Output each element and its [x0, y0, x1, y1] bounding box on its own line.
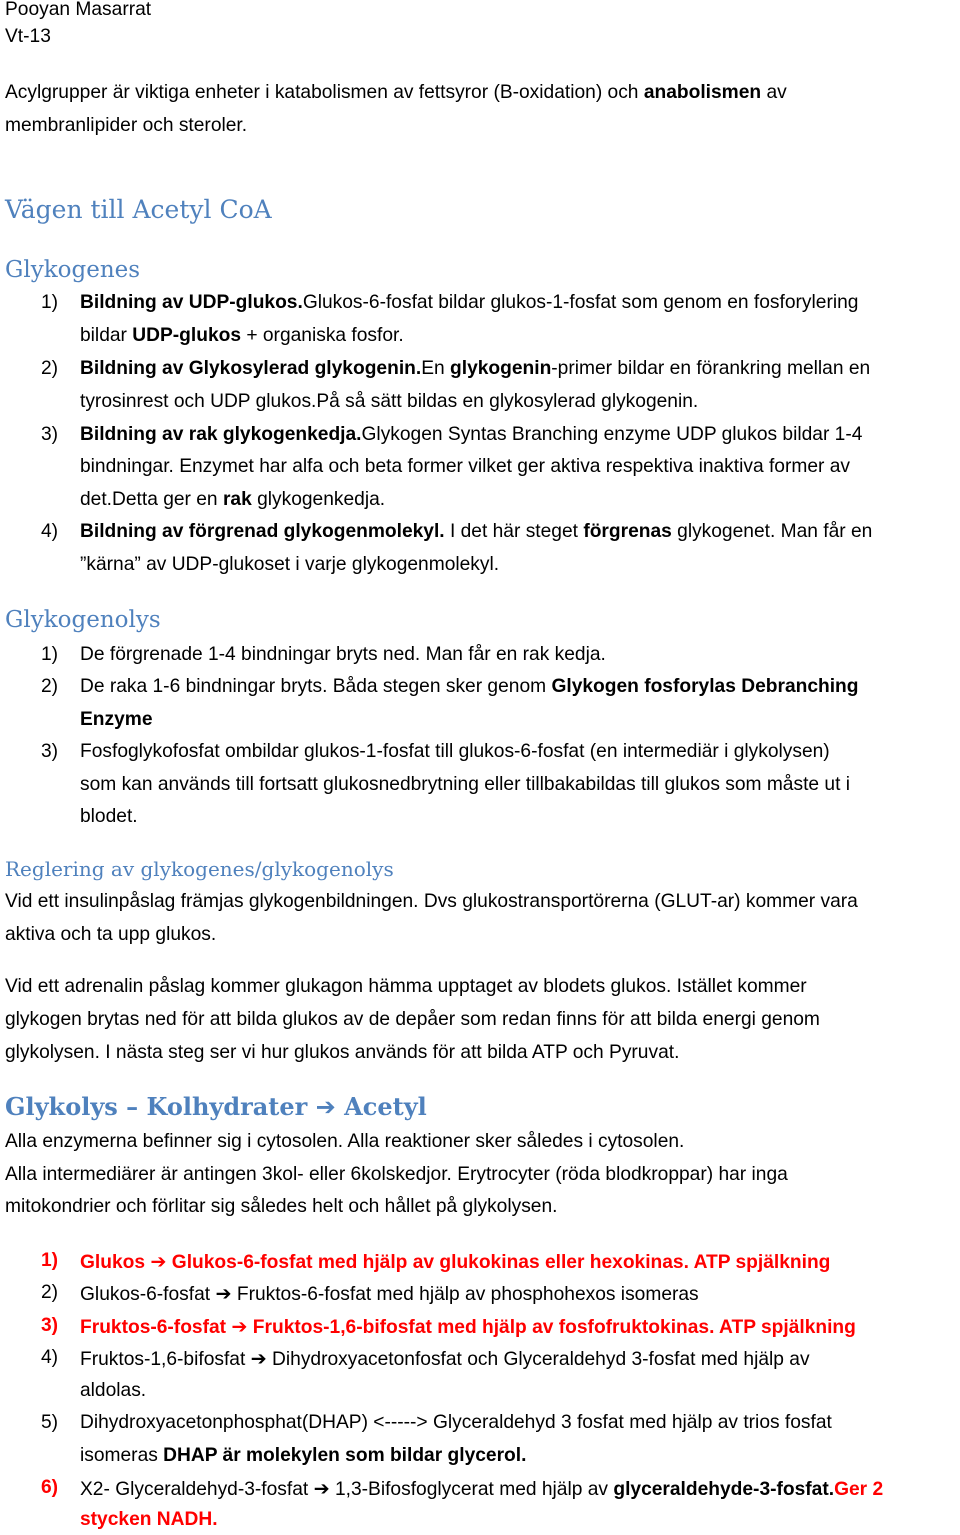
- term-label: Vt-13: [5, 26, 51, 47]
- glykolys-p1: Alla enzymerna befinner sig i cytosolen. Alla reaktioner sker således i cytosolen.: [5, 1131, 685, 1152]
- intro-line-1: Acylgrupper är viktiga enheter i katabolismen av fettsyror (B-oxidation) och anabolismen av: [5, 82, 787, 103]
- arrow-right-icon: ➔: [215, 1282, 232, 1305]
- arrow-right-icon: ➔: [313, 1477, 330, 1500]
- arrow-right-icon: ➔: [250, 1347, 267, 1370]
- heading-acetyl-coa: Vägen till Acetyl CoA: [5, 195, 272, 224]
- glykolys-p2-line-2: mitokondrier och förlitar sig således helt och hållet på glykolysen.: [5, 1196, 558, 1217]
- heading-reglering: Reglering av glykogenes/glykogenolys: [5, 857, 394, 881]
- reglering-p2-line-3: glykolysen. I nästa steg ser vi hur glukos används för att bilda ATP och Pyruvat.: [5, 1042, 680, 1063]
- heading-glykogenolys: Glykogenolys: [5, 607, 161, 633]
- reglering-p1-line-2: aktiva och ta upp glukos.: [5, 924, 217, 945]
- glykolys-p2-line-1: Alla intermediärer är antingen 3kol- eller 6kolskedjor. Erytrocyter (röda blodkroppar) har inga: [5, 1164, 788, 1185]
- reglering-p2-line-1: Vid ett adrenalin påslag kommer glukagon hämma upptaget av blodets glukos. Istället kommer: [5, 976, 807, 997]
- arrow-right-icon: ➔: [150, 1250, 167, 1273]
- heading-glykogenes: Glykogenes: [5, 257, 141, 283]
- heading-glykolys: Glykolys – Kolhydrater ➔ Acetyl: [5, 1092, 427, 1121]
- arrow-right-icon: ➔: [315, 1093, 336, 1121]
- reglering-p1-line-1: Vid ett insulinpåslag främjas glykogenbildningen. Dvs glukostransportörerna (GLUT-ar) kommer vara: [5, 891, 858, 912]
- arrow-right-icon: ➔: [231, 1315, 248, 1338]
- author-name: Pooyan Masarrat: [5, 0, 152, 20]
- reglering-p2-line-2: glykogen brytas ned för att bilda glukos av de depåer som redan finns för att bilda energi genom: [5, 1009, 820, 1030]
- intro-line-2: membranlipider och steroler.: [5, 115, 248, 136]
